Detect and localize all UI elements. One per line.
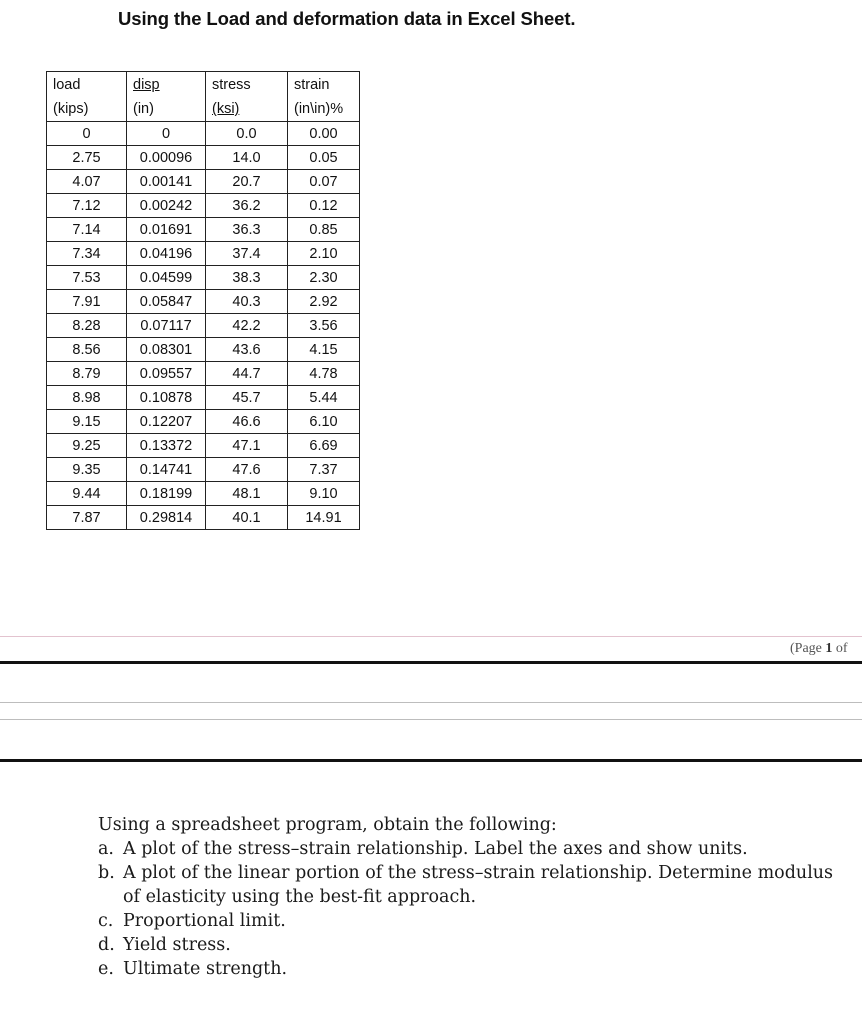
task-item: [98, 861, 838, 909]
cell-strain: 9.10: [288, 482, 360, 506]
header-load: load: [47, 72, 127, 98]
cell-load: 7.14: [47, 218, 127, 242]
cell-load: 8.98: [47, 386, 127, 410]
page-note-prefix: (Page: [790, 641, 826, 656]
cell-strain: 7.37: [288, 458, 360, 482]
cell-disp: 0.05847: [127, 290, 206, 314]
task-item-text: Proportional limit.: [123, 911, 286, 931]
task-list: [98, 837, 838, 981]
divider-thick-bottom: [0, 759, 862, 762]
task-item-text: Ultimate strength.: [123, 959, 288, 979]
task-item-text: A plot of the linear portion of the stress–strain relationship. Determine modulus of elasticity using the best-fit approach.: [123, 863, 834, 907]
table-row: [47, 338, 360, 362]
cell-strain: 6.10: [288, 410, 360, 434]
task-item: [98, 909, 838, 933]
cell-load: 4.07: [47, 170, 127, 194]
unit-stress-text: (ksi): [212, 101, 240, 118]
cell-load: 8.28: [47, 314, 127, 338]
cell-load: 9.35: [47, 458, 127, 482]
cell-strain: 0.00: [288, 122, 360, 146]
header-disp-text: disp: [133, 76, 160, 93]
task-item-text: Yield stress.: [123, 935, 231, 955]
unit-stress: [206, 98, 288, 122]
cell-disp: 0.08301: [127, 338, 206, 362]
header-strain: strain: [288, 72, 360, 98]
cell-load: 7.87: [47, 506, 127, 530]
cell-strain: 14.91: [288, 506, 360, 530]
cell-load: 7.53: [47, 266, 127, 290]
divider-pink: [0, 636, 862, 637]
cell-stress: 48.1: [206, 482, 288, 506]
cell-strain: 0.12: [288, 194, 360, 218]
table-row: [47, 482, 360, 506]
cell-stress: 36.2: [206, 194, 288, 218]
page-note-number: 1: [825, 641, 833, 656]
cell-disp: 0.18199: [127, 482, 206, 506]
table-row: [47, 386, 360, 410]
cell-disp: 0.01691: [127, 218, 206, 242]
divider-thick-top: [0, 661, 862, 664]
cell-load: 9.44: [47, 482, 127, 506]
divider-gray-1: [0, 702, 862, 703]
cell-strain: 2.10: [288, 242, 360, 266]
cell-load: 8.56: [47, 338, 127, 362]
cell-stress: 43.6: [206, 338, 288, 362]
page-note-suffix: of: [832, 641, 848, 656]
cell-disp: 0.00096: [127, 146, 206, 170]
cell-strain: 0.05: [288, 146, 360, 170]
cell-stress: 36.3: [206, 218, 288, 242]
load-deformation-table: [46, 71, 360, 530]
divider-gray-2: [0, 719, 862, 720]
cell-disp: 0.29814: [127, 506, 206, 530]
cell-stress: 0.0: [206, 122, 288, 146]
cell-disp: 0.07117: [127, 314, 206, 338]
table-row: [47, 194, 360, 218]
task-item-label: b.: [98, 863, 115, 883]
cell-stress: 45.7: [206, 386, 288, 410]
cell-strain: 4.78: [288, 362, 360, 386]
table-row: [47, 218, 360, 242]
task-item: [98, 957, 838, 981]
cell-stress: 38.3: [206, 266, 288, 290]
header-stress: stress: [206, 72, 288, 98]
table-row: [47, 314, 360, 338]
cell-strain: 4.15: [288, 338, 360, 362]
cell-stress: 47.1: [206, 434, 288, 458]
cell-stress: 47.6: [206, 458, 288, 482]
cell-disp: 0.10878: [127, 386, 206, 410]
table-row: [47, 170, 360, 194]
cell-strain: 6.69: [288, 434, 360, 458]
task-item-label: a.: [98, 839, 114, 859]
header-row-units: [47, 98, 360, 122]
table-row: [47, 434, 360, 458]
cell-disp: 0.00242: [127, 194, 206, 218]
cell-load: 9.25: [47, 434, 127, 458]
task-item-label: e.: [98, 959, 114, 979]
header-disp: [127, 72, 206, 98]
cell-stress: 40.1: [206, 506, 288, 530]
page-number-note: [790, 641, 848, 657]
cell-disp: 0.09557: [127, 362, 206, 386]
cell-disp: 0: [127, 122, 206, 146]
cell-stress: 44.7: [206, 362, 288, 386]
table-row: [47, 242, 360, 266]
unit-disp: (in): [127, 98, 206, 122]
cell-strain: 3.56: [288, 314, 360, 338]
task-item-label: c.: [98, 911, 114, 931]
cell-strain: 0.07: [288, 170, 360, 194]
cell-load: 8.79: [47, 362, 127, 386]
cell-disp: 0.14741: [127, 458, 206, 482]
cell-stress: 20.7: [206, 170, 288, 194]
table-row: [47, 266, 360, 290]
table-row: [47, 362, 360, 386]
cell-load: 7.91: [47, 290, 127, 314]
header-row-names: [47, 72, 360, 98]
table-row: [47, 506, 360, 530]
cell-strain: 5.44: [288, 386, 360, 410]
cell-load: 2.75: [47, 146, 127, 170]
table-row: [47, 458, 360, 482]
page-title: Using the Load and deformation data in Excel Sheet.: [118, 8, 576, 29]
cell-strain: 2.30: [288, 266, 360, 290]
cell-load: 0: [47, 122, 127, 146]
cell-disp: 0.13372: [127, 434, 206, 458]
cell-load: 7.34: [47, 242, 127, 266]
cell-stress: 40.3: [206, 290, 288, 314]
task-item-label: d.: [98, 935, 115, 955]
table-row: [47, 122, 360, 146]
table-row: [47, 146, 360, 170]
table-row: [47, 410, 360, 434]
cell-strain: 0.85: [288, 218, 360, 242]
cell-disp: 0.04599: [127, 266, 206, 290]
cell-disp: 0.00141: [127, 170, 206, 194]
task-block: [98, 813, 838, 981]
cell-strain: 2.92: [288, 290, 360, 314]
unit-strain: (in\in)%: [288, 98, 360, 122]
cell-load: 9.15: [47, 410, 127, 434]
cell-stress: 37.4: [206, 242, 288, 266]
table-row: [47, 290, 360, 314]
task-item: [98, 933, 838, 957]
cell-stress: 46.6: [206, 410, 288, 434]
task-intro: Using a spreadsheet program, obtain the following:: [98, 815, 557, 835]
cell-stress: 14.0: [206, 146, 288, 170]
task-item-text: A plot of the stress–strain relationship. Label the axes and show units.: [123, 839, 748, 859]
cell-load: 7.12: [47, 194, 127, 218]
cell-stress: 42.2: [206, 314, 288, 338]
unit-load: (kips): [47, 98, 127, 122]
cell-disp: 0.12207: [127, 410, 206, 434]
cell-disp: 0.04196: [127, 242, 206, 266]
task-item: [98, 837, 838, 861]
